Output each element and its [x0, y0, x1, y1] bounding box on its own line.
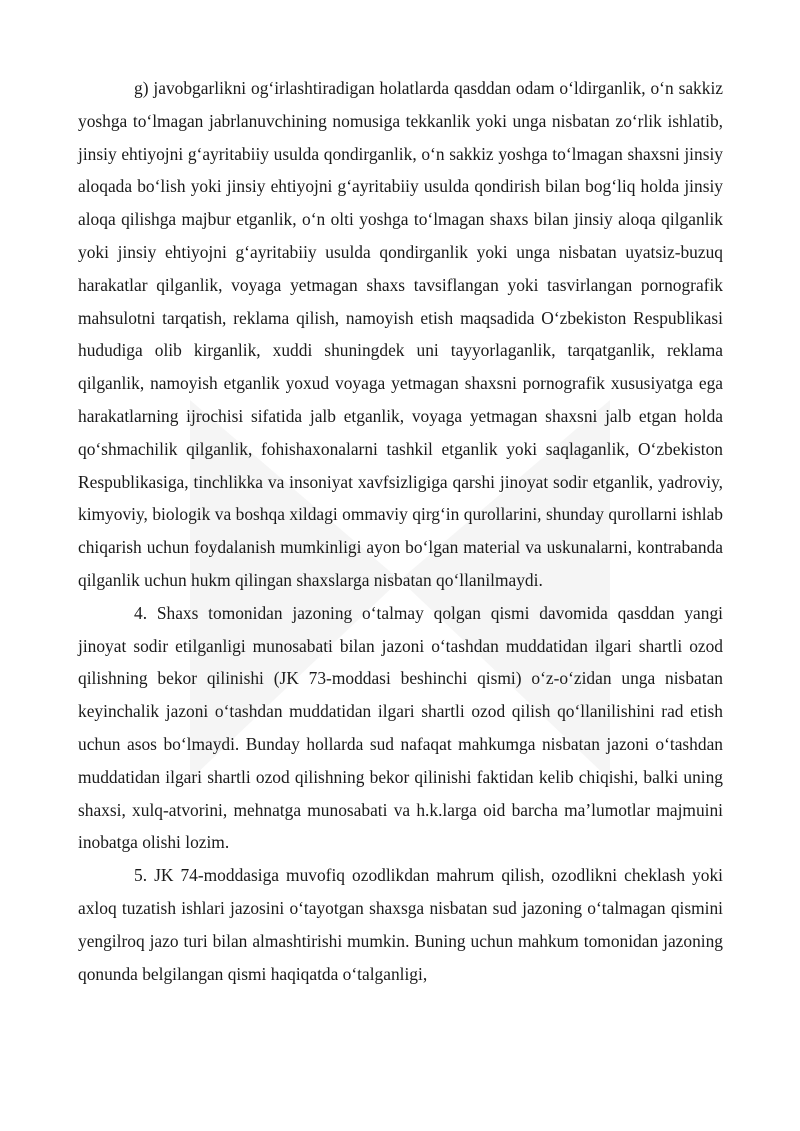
- paragraph-g: g) javobgarlikni og‘irlashtiradigan holatlarda qasddan odam o‘ldirganlik, o‘n sakkiz yoshga to‘lmagan jabrlanuvchining nomusiga tekkanlik yoki unga nisbatan zo‘rlik ishlatib, jinsiy ehtiyojni g‘ayritabiiy usulda qondirganlik, o‘n sakkiz yoshga to‘lmagan shaxsni jinsiy aloqada bo‘lish yoki jinsiy ehtiyojni g‘ayritabiiy usulda qondirish bilan bog‘liq holda jinsiy aloqa qilishga majbur etganlik, o‘n olti yoshga to‘lmagan shaxs bilan jinsiy aloqa qilganlik yoki jinsiy ehtiyojni g‘ayritabiiy usulda qondirganlik yoki unga nisbatan uyatsiz-buzuq harakatlar qilganlik, voyaga yetmagan shaxs tavsiflangan yoki tasvirlangan pornografik mahsulotni tarqatish, reklama qilish, namoyish etish maqsadida O‘zbekiston Respublikasi hududiga olib kirganlik, xuddi shuningdek uni tayyorlaganlik, tarqatganlik, reklama qilganlik, namoyish etganlik yoxud voyaga yetmagan shaxsni pornografik xususiyatga ega harakatlarning ijrochisi sifatida jalb etganlik, voyaga yetmagan shaxsni jalb etgan holda qo‘shmachilik qilganlik, fohishaxonalarni tashkil etganlik yoki saqlaganlik, O‘zbekiston Respublikasiga, tinchlikka va insoniyat xavfsizligiga qarshi jinoyat sodir etganlik, yadroviy, kimyoviy, biologik va boshqa xildagi ommaviy qirg‘in qurollarini, shunday qurollarni ishlab chiqarish uchun foydalanish mumkinligi ayon bo‘lgan material va uskunalarni, kontrabanda qilganlik uchun hukm qilingan shaxslarga nisbatan qo‘llanilmaydi.: [78, 78, 723, 590]
- paragraph-4: 4. Shaxs tomonidan jazoning o‘talmay qolgan qismi davomida qasddan yangi jinoyat sodir etilganligi munosabati bilan jazoni o‘tashdan muddatidan ilgari shartli ozod qilishning bekor qilinishi (JK 73-moddasi beshinchi qismi) o‘z-o‘zidan unga nisbatan keyinchalik jazoni o‘tashdan muddatidan ilgari shartli ozod qilish qo‘llanilishini rad etish uchun asos bo‘lmaydi. Bunday hollarda sud nafaqat mahkumga nisbatan jazoni o‘tashdan muddatidan ilgari shartli ozod qilishning bekor qilinishi faktidan kelib chiqishi, balki uning shaxsi, xulq-atvorini, mehnatga munosabati va h.k.larga oid barcha ma’lumotlar majmuini inobatga olishi lozim.: [78, 602, 723, 853]
- paragraph-5: 5. JK 74-moddasiga muvofiq ozodlikdan mahrum qilish, ozodlikni cheklash yoki axloq tuzatish ishlari jazosini o‘tayotgan shaxsga nisbatan sud jazoning o‘talmagan qismini yengilroq jazo turi bilan almashtirishi mumkin. Buning uchun mahkum tomonidan jazoning qonunda belgilangan qismi haqiqatda o‘talganligi,: [78, 865, 723, 984]
- document-page: [78, 72, 723, 990]
